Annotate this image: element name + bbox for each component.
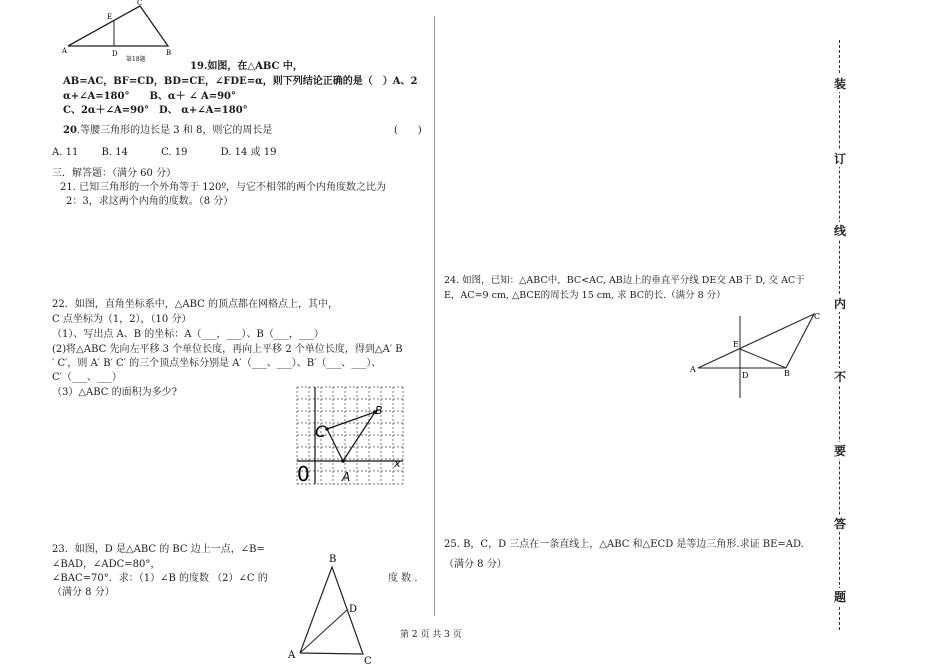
- fig18-label-b: B: [166, 49, 172, 57]
- q24-fig-label-b: B: [784, 369, 790, 378]
- q24-line1: 24. 如图，已知：△ABC中，BC<AC, AB边上的垂直平分线 DE交 AB于 D, 交 AC于: [444, 275, 805, 286]
- fig18-label-d: D: [112, 50, 118, 58]
- grid-label-o: 0: [297, 462, 310, 486]
- q25-line2: （满分 8 分）: [444, 559, 507, 570]
- q22-line1: 22．如图，直角坐标系中，△ABC 的顶点都在网格点上，其中，: [52, 299, 339, 310]
- q23-fig-label-b: B: [329, 554, 337, 565]
- grid-label-x: x: [394, 457, 401, 470]
- fig18-caption: 第18题: [126, 56, 146, 63]
- page-footer: 第 2 页 共 3 页: [400, 630, 462, 640]
- q24-fig-label-e: E: [733, 340, 739, 349]
- q25-line1: 25. B，C，D 三点在一条直线上，△ABC 和△ECD 是等边三角形.求证 BE=AD.: [444, 539, 804, 550]
- q24-fig-label-d: D: [742, 371, 749, 380]
- q20-paren: ( ): [394, 125, 422, 136]
- q23-line3-end: 度 数 .: [388, 573, 418, 584]
- fig18-label-c: C: [137, 0, 143, 7]
- q20-number: 20: [63, 125, 77, 136]
- binding-char-7: 答: [831, 515, 849, 532]
- q23-line4: （满分 8 分）: [52, 587, 115, 598]
- q21-line2: 2：3，求这两个内角的度数。（8 分）: [66, 196, 234, 207]
- q24-fig-label-a: A: [690, 365, 696, 374]
- q21-line1: 21. 已知三角形的一个外角等于 120º，与它不相邻的两个内角度数之比为: [60, 182, 387, 193]
- q23-line1: 23．如图，D 是△ABC 的 BC 边上一点，∠B=: [52, 544, 265, 555]
- binding-char-5: 不: [831, 368, 849, 385]
- q19-line2: AB=AC，BF=CD，BD=CE，∠FDE=α，则下列结论正确的是（ ）A、2: [63, 76, 418, 87]
- column-divider: [434, 16, 435, 616]
- q23-fig-label-c: C: [364, 656, 372, 667]
- q22-line5: ′ C′，则 A′ B′ C′ 的三个顶点坐标分别是 A′（___、___）、B′（___、___）、: [52, 358, 382, 369]
- binding-char-6: 要: [831, 442, 849, 459]
- q24-line2: E，AC=9 cm, △BCE的周长为 15 cm, 求 BC的长.（满分 8 分）: [444, 290, 726, 301]
- q20-text: [63, 121, 272, 136]
- q23-line3: ∠BAC=70°．求：（1）∠B 的度数 （2）∠C 的: [52, 573, 268, 584]
- section3-title: 三．解答题：（满分 60 分）: [52, 168, 177, 179]
- q19-line4: C、2α＋∠A=90° D、 α+∠A=180°: [63, 105, 248, 116]
- q22-line3: （1）、写出点 A、B 的坐标：A（___，___）、B（___，___）: [52, 329, 324, 340]
- binding-char-1: 装: [831, 75, 849, 92]
- q19-line1: 19.如图，在△ABC 中，: [190, 61, 303, 72]
- q20-options: A. 11 B. 14 C. 19 D. 14 或 19: [52, 147, 277, 158]
- fig18-label-e: E: [107, 13, 113, 21]
- q23-fig-label-a: A: [288, 650, 296, 661]
- grid-label-b: B: [375, 404, 383, 417]
- q22-line2: C 点坐标为（1，2），（10 分）: [52, 314, 192, 325]
- fig18-label-a: A: [62, 47, 68, 55]
- binding-dashed-line: [839, 40, 840, 630]
- figure-18: [60, 0, 185, 65]
- q22-coordinate-grid: [294, 384, 406, 488]
- q23-figure: [284, 550, 384, 668]
- q22-line7: （3）△ABC 的面积为多少?: [52, 387, 177, 398]
- q20-stem: .等腰三角形的边长是 3 和 8，则它的周长是: [76, 125, 273, 136]
- q22-line6: C′（___、___）: [52, 372, 122, 383]
- grid-label-a: A: [342, 470, 351, 484]
- q23-line2: ∠BAD，∠ADC=80°，: [52, 559, 161, 570]
- binding-char-8: 题: [831, 588, 849, 605]
- q19-line3: α+∠A=180° B、α＋ ∠ A=90°: [63, 91, 237, 102]
- q23-fig-label-d: D: [349, 604, 358, 615]
- q24-fig-label-c: C: [814, 312, 821, 321]
- binding-char-2: 订: [831, 150, 849, 167]
- binding-char-4: 内: [831, 295, 849, 312]
- q24-figure: [688, 308, 823, 400]
- q22-line4: (2)将△ABC 先向左平移 3 个单位长度，再向上平移 2 个单位长度，得到△A′ B: [52, 344, 403, 355]
- grid-label-c: C: [315, 422, 327, 441]
- binding-char-3: 线: [831, 222, 849, 239]
